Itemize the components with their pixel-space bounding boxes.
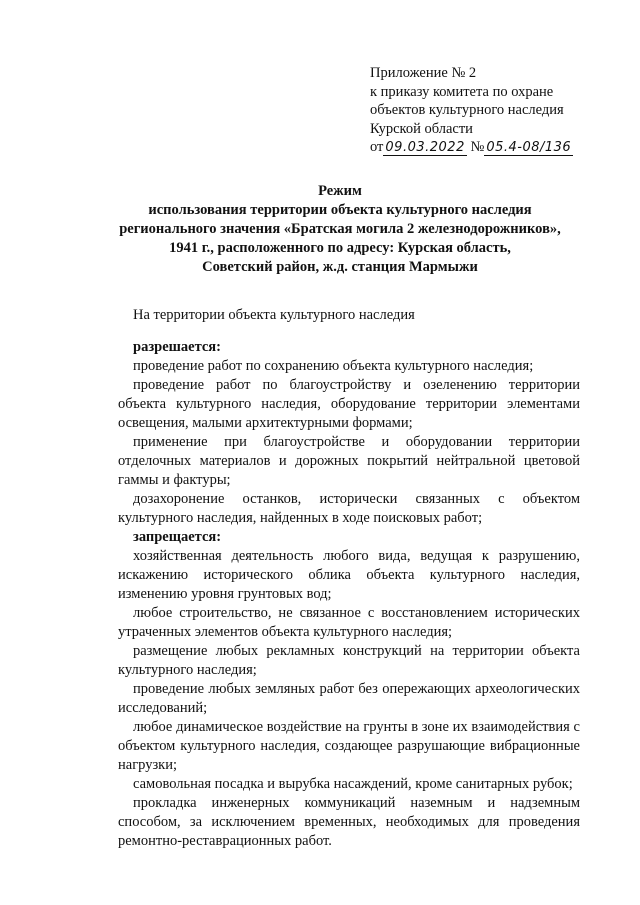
title-line-1: Режим [318, 183, 362, 199]
title-line-3: регионального значения «Братская могила 2 железнодорожников», [119, 221, 561, 237]
handwritten-date: 09.03.2022 [385, 140, 465, 155]
forbidden-heading: запрещается: [133, 529, 222, 545]
annex-region-line: Курской области [370, 120, 473, 137]
document-title [100, 182, 580, 277]
regime-body [118, 338, 580, 851]
annex-committee-line: объектов культурного наследия [370, 102, 564, 118]
allowed-item: применение при благоустройстве и оборудовании территории отделочных материалов и дорожных покрытий нейтральной цветовой гаммы и фактуры; [118, 434, 580, 488]
allowed-item: проведение работ по благоустройству и озеленению территории объекта культурного наследия, оборудование территории элементами освещения, малыми архитектурными формами; [118, 377, 580, 431]
number-prefix: № [470, 139, 485, 155]
title-line-5: Советский район, ж.д. станция Мармыжи [202, 259, 478, 275]
forbidden-item: размещение любых рекламных конструкций на территории объекта культурного наследия; [118, 643, 580, 678]
forbidden-item: проведение любых земляных работ без опережающих археологических исследований; [118, 681, 580, 716]
allowed-heading: разрешается: [133, 339, 221, 355]
forbidden-item: хозяйственная деятельность любого вида, ведущая к разрушению, искажению исторического облика объекта культурного наследия, изменению уровня грунтовых вод; [118, 548, 580, 602]
annex-header [370, 64, 620, 158]
title-line-2: использования территории объекта культурного наследия [148, 202, 532, 218]
intro-text: На территории объекта культурного наследия [133, 307, 415, 323]
forbidden-item: любое строительство, не связанное с восстановлением исторических утраченных элементов объекта культурного наследия; [118, 605, 580, 640]
allowed-item: проведение работ по сохранению объекта культурного наследия; [133, 358, 534, 374]
date-prefix: от [370, 139, 384, 155]
forbidden-item: прокладка инженерных коммуникаций наземным и надземным способом, за исключением временных, необходимых для проведения ремонтно-реставрационных работ. [118, 795, 580, 849]
forbidden-item: самовольная посадка и вырубка насаждений, кроме санитарных рубок; [133, 776, 573, 792]
handwritten-number: 05.4-08/136 [486, 140, 572, 155]
annex-date-line [370, 138, 620, 158]
annex-order-line: к приказу комитета по охране [370, 83, 554, 100]
title-line-4: 1941 г., расположенного по адресу: Курская область, [169, 240, 511, 256]
annex-number: Приложение № 2 [370, 65, 477, 81]
allowed-item: дозахоронение останков, исторически связанных с объектом культурного наследия, найденных в ходе поисковых работ; [118, 491, 580, 526]
forbidden-item: любое динамическое воздействие на грунты в зоне их взаимодействия с объектом культурного наследия, создающее разрушающие вибрационные нагрузки; [118, 719, 580, 773]
